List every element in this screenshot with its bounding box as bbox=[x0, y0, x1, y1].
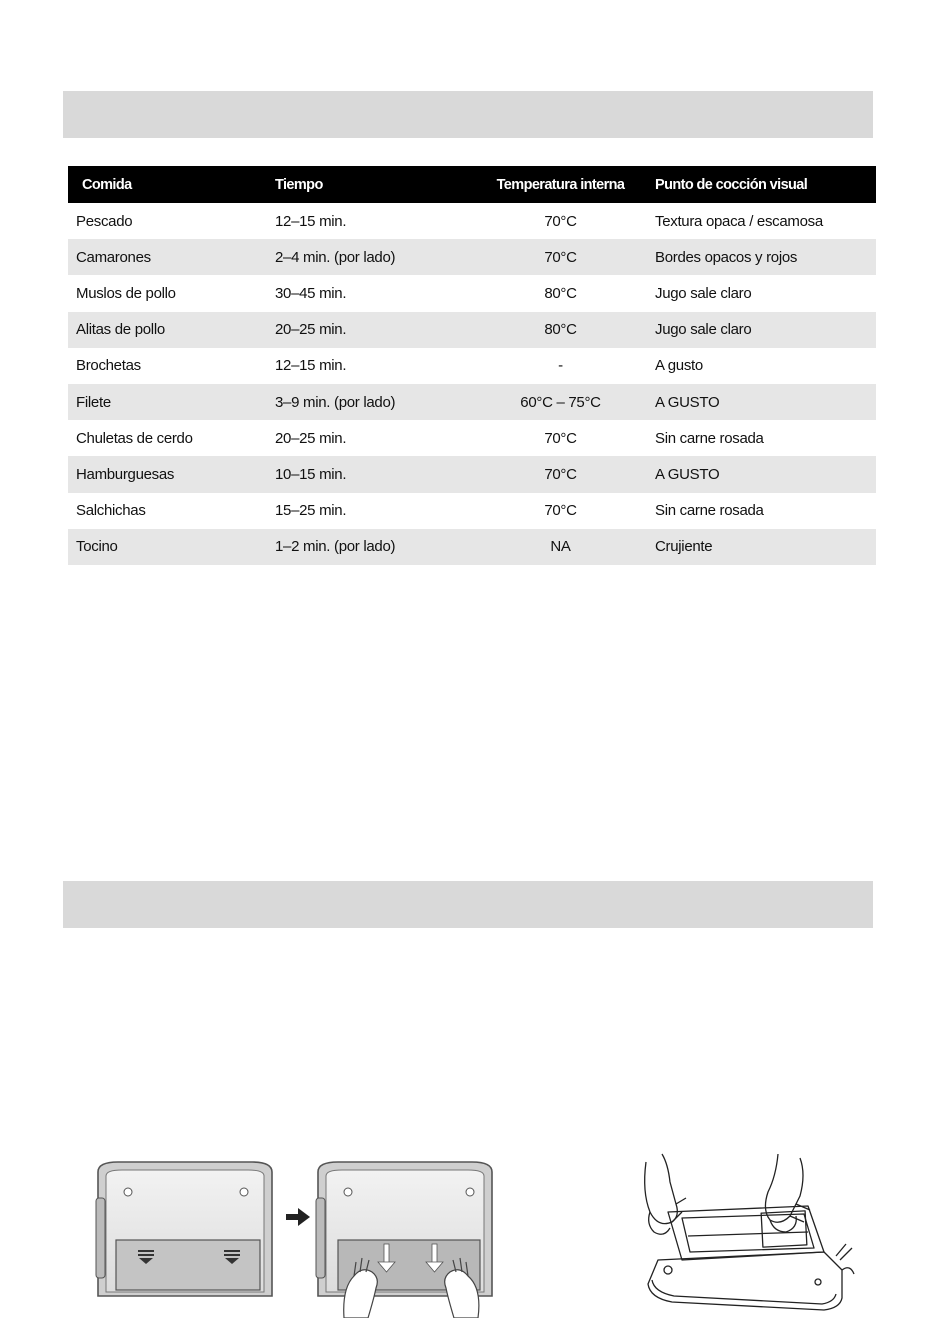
cell-time: 30–45 min. bbox=[275, 284, 347, 302]
grill-plate-icon bbox=[668, 1206, 824, 1260]
cell-temp: 80°C bbox=[474, 312, 647, 348]
cell-temp: 70°C bbox=[474, 456, 647, 492]
cell-time: 2–4 min. (por lado) bbox=[267, 239, 474, 275]
table-row bbox=[68, 275, 876, 311]
grill-body-icon bbox=[96, 1162, 272, 1296]
cell-food: Pescado bbox=[76, 212, 133, 230]
table-row bbox=[68, 493, 876, 529]
cell-time: 15–25 min. bbox=[275, 502, 347, 520]
cooking-guide-table bbox=[68, 166, 876, 565]
cell-time: 3–9 min. (por lado) bbox=[267, 384, 474, 420]
header-time: Tiempo bbox=[267, 166, 474, 203]
table-row bbox=[68, 529, 876, 565]
cell-food: Salchichas bbox=[76, 502, 146, 520]
cell-visual: Crujiente bbox=[647, 529, 876, 565]
cell-time: 20–25 min. bbox=[267, 312, 474, 348]
hand-icon bbox=[645, 1154, 686, 1234]
cell-visual: A gusto bbox=[655, 357, 703, 375]
header-visual-doneness: Punto de cocción visual bbox=[647, 166, 876, 203]
header-food: Comida bbox=[68, 166, 267, 203]
cell-food: Tocino bbox=[68, 529, 267, 565]
table-row bbox=[68, 348, 876, 384]
section-header-bar bbox=[63, 881, 873, 928]
cell-time: 1–2 min. (por lado) bbox=[267, 529, 474, 565]
table-row bbox=[68, 384, 876, 420]
cell-food: Brochetas bbox=[76, 357, 141, 375]
cell-visual: Bordes opacos y rojos bbox=[647, 239, 876, 275]
cell-visual: Sin carne rosada bbox=[655, 429, 764, 447]
cell-temp: 70°C bbox=[544, 212, 577, 230]
cell-visual: Jugo sale claro bbox=[655, 284, 752, 302]
cell-time: 10–15 min. bbox=[267, 456, 474, 492]
hands-lifting-grill-plate-illustration bbox=[628, 1152, 860, 1320]
cell-visual: A GUSTO bbox=[647, 384, 876, 420]
cell-temp: 70°C bbox=[474, 239, 647, 275]
header-internal-temp: Temperatura interna bbox=[474, 166, 647, 203]
cell-temp: 70°C bbox=[544, 502, 577, 520]
cell-food: Camarones bbox=[68, 239, 267, 275]
table-row bbox=[68, 312, 876, 348]
table-header-row bbox=[68, 166, 876, 203]
cell-time: 12–15 min. bbox=[275, 357, 347, 375]
cell-visual: A GUSTO bbox=[647, 456, 876, 492]
cell-time: 12–15 min. bbox=[275, 212, 347, 230]
section-header-bar bbox=[63, 91, 873, 138]
cell-food: Muslos de pollo bbox=[76, 284, 176, 302]
cell-temp: NA bbox=[474, 529, 647, 565]
cell-temp: - bbox=[558, 357, 563, 375]
cell-food: Chuletas de cerdo bbox=[76, 429, 193, 447]
cell-visual: Textura opaca / escamosa bbox=[655, 212, 823, 230]
cell-food: Hamburguesas bbox=[68, 456, 267, 492]
table-row bbox=[68, 420, 876, 456]
table-row bbox=[68, 203, 876, 239]
cell-time: 20–25 min. bbox=[275, 429, 347, 447]
arrow-right-icon bbox=[286, 1208, 310, 1226]
grill-base-icon bbox=[648, 1244, 854, 1310]
cell-food: Alitas de pollo bbox=[68, 312, 267, 348]
table-row bbox=[68, 239, 876, 275]
cell-visual: Sin carne rosada bbox=[655, 502, 764, 520]
table-row bbox=[68, 456, 876, 492]
cell-visual: Jugo sale claro bbox=[647, 312, 876, 348]
drip-tray-removal-illustration bbox=[92, 1158, 512, 1318]
hand-icon bbox=[765, 1154, 810, 1232]
cell-temp: 80°C bbox=[544, 284, 577, 302]
cell-food: Filete bbox=[68, 384, 267, 420]
cell-temp: 60°C – 75°C bbox=[474, 384, 647, 420]
cell-temp: 70°C bbox=[544, 429, 577, 447]
